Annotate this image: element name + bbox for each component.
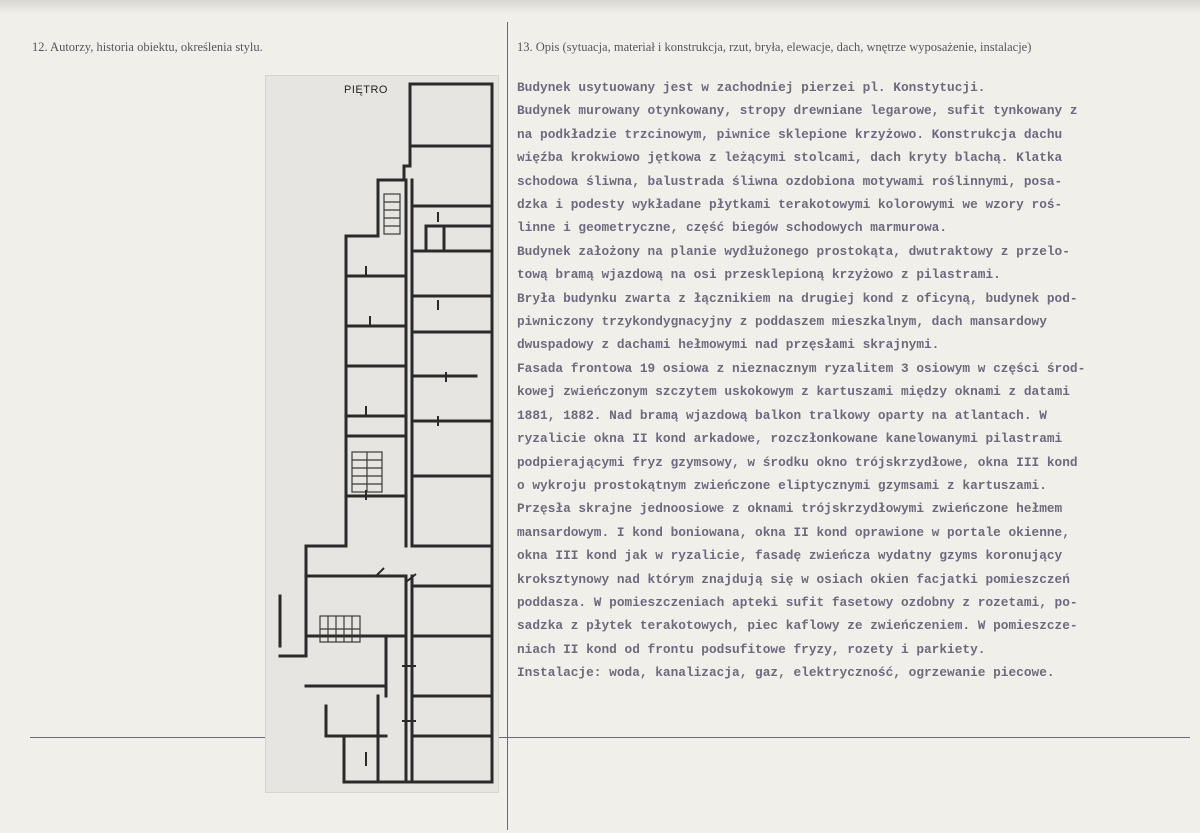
description-line: Instalacje: woda, kanalizacja, gaz, elektryczność, ogrzewanie piecowe. (517, 665, 1055, 681)
description-line: okna III kond jak w ryzalicie, fasadę zwieńcza wydatny gzyms koronujący (517, 548, 1063, 564)
description-line: dzka i podesty wykładane płytkami terakotowymi kolorowymi we wzory roś- (517, 197, 1063, 213)
description-line: mansardowym. I kond boniowana, okna II kond oprawione w portale okienne, (517, 524, 1070, 540)
description-line: Przęsła skrajne jednoosiowe z oknami trójskrzydłowymi zwieńczone hełmem (517, 501, 1063, 517)
vertical-divider (507, 22, 508, 830)
floor-plan-drawing (266, 76, 498, 792)
description-line: kowej zwieńczonym szczytem uskokowym z kartuszami między oknami z datami (517, 384, 1070, 400)
description-line: linne i geometryczne, część biegów schodowych marmurowa. (517, 220, 948, 236)
description-line: sadzka z płytek terakotowych, piec kaflowy ze zwieńczeniem. W pomieszcze- (517, 618, 1078, 634)
description-text (517, 76, 1157, 685)
horizontal-divider (30, 737, 1190, 738)
description-line: tową bramą wjazdową na osi przesklepioną krzyżowo z pilastrami. (517, 267, 1001, 283)
description-line: Budynek murowany otynkowany, stropy drewniane legarowe, sufit tynkowany z (517, 103, 1078, 119)
description-line: schodowa śliwna, balustrada śliwna ozdobiona motywami roślinnymi, posa- (517, 173, 1063, 189)
description-line: Budynek usytuowany jest w zachodniej pierzei pl. Konstytucji. (517, 80, 986, 95)
description-line: piwniczony trzykondygnacyjny z poddaszem mieszkalnym, dach mansardowy (517, 314, 1047, 330)
description-line: Bryła budynku zwarta z łącznikiem na drugiej kond z oficyną, budynek pod- (517, 290, 1078, 306)
description-line: Budynek założony na planie wydłużonego prostokąta, dwutraktowy z przelo- (517, 243, 1070, 259)
scan-edge-shadow (0, 0, 1200, 14)
description-line: o wykroju prostokątnym zwieńczone eliptycznymi gzymsami z kartuszami. (517, 477, 1047, 493)
description-line: ryzalicie okna II kond arkadowe, rozczłonkowane kanelowanymi pilastrami (517, 431, 1063, 447)
floor-plan-label: PIĘTRO (344, 84, 388, 96)
description-line: 1881, 1882. Nad bramą wjazdową balkon tralkowy oparty na atlantach. W (517, 407, 1047, 423)
section-12-heading: 12. Autorzy, historia obiektu, określenia stylu. (32, 40, 263, 54)
description-line: Fasada frontowa 19 osiowa z nieznacznym ryzalitem 3 osiowym w części środ- (517, 360, 1086, 376)
section-13-heading: 13. Opis (sytuacja, materiał i konstrukcja, rzut, bryła, elewacje, dach, wnętrze wyposażenie, instalacje) (517, 40, 1032, 54)
floor-plan-photo (266, 76, 498, 792)
description-line: na podkładzie trzcinowym, piwnice sklepione krzyżowo. Konstrukcja dachu (517, 126, 1063, 142)
description-line: poddasza. W pomieszczeniach apteki sufit fasetowy ozdobny z rozetami, po- (517, 594, 1078, 610)
description-line: niach II kond od frontu podsufitowe fryzy, rozety i parkiety. (517, 641, 986, 657)
description-line: więźba krokwiowo jętkowa z leżącymi stolcami, dach kryty blachą. Klatka (517, 150, 1063, 166)
description-line: podpierającymi fryz gzymsowy, w środku okno trójskrzydłowe, okna III kond (517, 454, 1078, 470)
description-line: kroksztynowy nad którym znajdują się w osiach okien facjatki pomieszczeń (517, 571, 1070, 587)
description-line: dwuspadowy z dachami hełmowymi nad przęsłami skrajnymi. (517, 337, 940, 353)
